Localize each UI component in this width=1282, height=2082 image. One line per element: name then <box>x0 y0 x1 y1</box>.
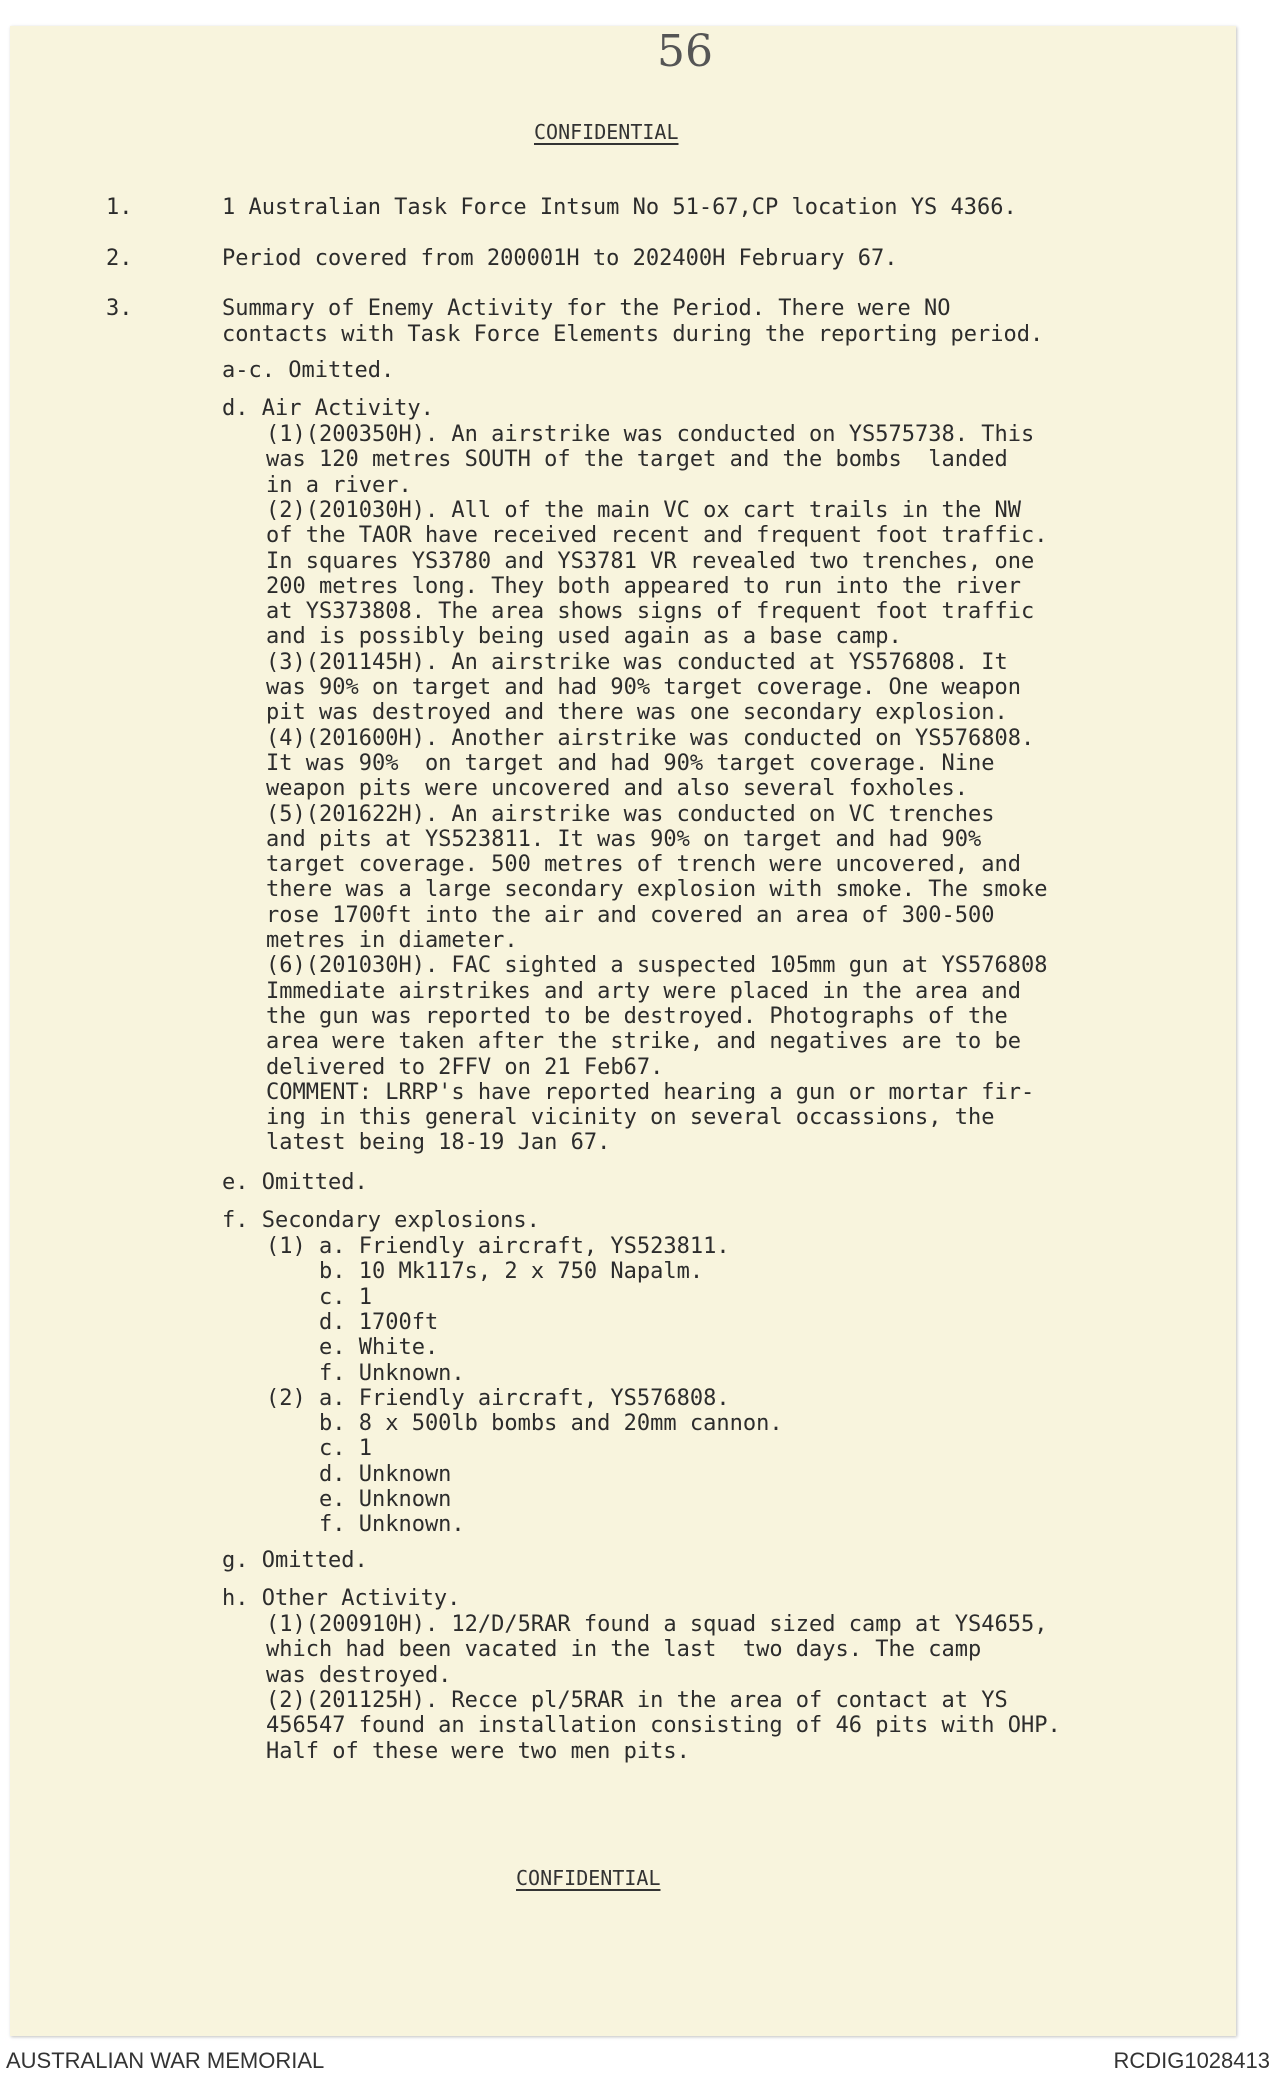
section-h-line: (2)(201125H). Recce pl/5RAR in the area of contact at YS <box>266 1687 1008 1713</box>
section-d-line: It was 90% on target and had 90% target coverage. Nine <box>266 750 995 776</box>
section-d-line: (2)(201030H). All of the main VC ox cart trails in the NW <box>266 497 1021 523</box>
section-h-line: 456547 found an installation consisting of 46 pits with OHP. <box>266 1713 1061 1739</box>
section-d-line: In squares YS3780 and YS3781 VR revealed two trenches, one <box>266 548 1035 574</box>
section-f-line: b. 8 x 500lb bombs and 20mm cannon. <box>266 1411 783 1437</box>
section-d-line: the gun was reported to be destroyed. Photographs of the <box>266 1003 1008 1029</box>
section-d-line: and is possibly being used again as a base camp. <box>266 624 902 650</box>
paragraph-3-line: contacts with Task Force Elements during the reporting period. <box>222 322 1044 347</box>
section-d-line: 200 metres long. They both appeared to run into the river <box>266 573 1021 599</box>
section-d-line: was 120 metres SOUTH of the target and the bombs landed <box>266 447 1008 473</box>
paragraph-2-line: Period covered from 200001H to 202400H February 67. <box>222 246 898 271</box>
section-d-line: (6)(201030H). FAC sighted a suspected 105mm gun at YS576808 <box>266 953 1048 979</box>
section-d-line: weapon pits were uncovered and also several foxholes. <box>266 776 968 802</box>
section-h-line: Half of these were two men pits. <box>266 1738 690 1764</box>
section-f-line: c. 1 <box>266 1284 372 1310</box>
section-d-line: COMMENT: LRRP's have reported hearing a gun or mortar fir- <box>266 1079 1035 1105</box>
section-d-heading: d. Air Activity. <box>222 396 434 421</box>
section-d-line: target coverage. 500 metres of trench were uncovered, and <box>266 852 1021 878</box>
section-f-heading: f. Secondary explosions. <box>222 1208 540 1233</box>
section-d-line: metres in diameter. <box>266 928 518 953</box>
section-d-line: latest being 18-19 Jan 67. <box>266 1130 611 1156</box>
section-f-line: (1) a. Friendly aircraft, YS523811. <box>266 1234 730 1259</box>
section-d-line: (4)(201600H). Another airstrike was conducted on YS576808. <box>266 725 1035 751</box>
page-number: 56 <box>657 26 713 77</box>
section-d-line: (5)(201622H). An airstrike was conducted on VC trenches <box>266 801 995 827</box>
section-g: g. Omitted. <box>222 1548 368 1573</box>
section-f-line: d. Unknown <box>266 1461 452 1487</box>
section-d-line: rose 1700ft into the air and covered an area of 300-500 <box>266 902 995 928</box>
section-h-line: (1)(200910H). 12/D/5RAR found a squad sized camp at YS4655, <box>266 1612 1048 1637</box>
section-h-line: which had been vacated in the last two days. The camp <box>266 1637 982 1663</box>
section-d-line: (3)(201145H). An airstrike was conducted at YS576808. It <box>266 649 1008 675</box>
section-f-line: e. White. <box>266 1335 439 1361</box>
section-h-line: was destroyed. <box>266 1662 452 1688</box>
section-d-line: in a river. <box>266 472 412 498</box>
section-f-line: c. 1 <box>266 1436 372 1462</box>
paragraph-1-number: 1. <box>106 195 133 220</box>
section-d-line: Immediate airstrikes and arty were placed in the area and <box>266 978 1021 1004</box>
section-d-line: ing in this general vicinity on several occassions, the <box>266 1105 995 1131</box>
classification-footer: CONFIDENTIAL <box>516 1866 661 1890</box>
section-d-line: and pits at YS523811. It was 90% on target and had 90% <box>266 826 982 852</box>
section-h-heading: h. Other Activity. <box>222 1586 461 1611</box>
paragraph-1-line: 1 Australian Task Force Intsum No 51-67,CP location YS 4366. <box>222 195 1017 220</box>
section-e: e. Omitted. <box>222 1170 368 1195</box>
section-d-line: pit was destroyed and there was one secondary explosion. <box>266 700 1008 726</box>
section-f-line: f. Unknown. <box>266 1512 465 1538</box>
section-d-line: was 90% on target and had 90% target coverage. One weapon <box>266 675 1021 700</box>
archive-credit: AUSTRALIAN WAR MEMORIAL <box>6 2048 325 2073</box>
section-f-line: f. Unknown. <box>266 1360 465 1386</box>
section-d-line: delivered to 2FFV on 21 Feb67. <box>266 1054 664 1080</box>
paragraph-3-number: 3. <box>106 296 133 321</box>
section-d-line: (1)(200350H). An airstrike was conducted on YS575738. This <box>266 422 1035 447</box>
section-f-line: e. Unknown <box>266 1487 452 1512</box>
section-d-line: there was a large secondary explosion with smoke. The smoke <box>266 877 1048 903</box>
paragraph-3-line: Summary of Enemy Activity for the Period. There were NO <box>222 296 951 321</box>
section-f-line: (2) a. Friendly aircraft, YS576808. <box>266 1385 730 1411</box>
section-d-line: area were taken after the strike, and negatives are to be <box>266 1029 1021 1055</box>
archive-reference: RCDIG1028413 <box>1113 2048 1270 2073</box>
section-ac: a-c. Omitted. <box>222 358 395 383</box>
classification-header: CONFIDENTIAL <box>534 120 679 144</box>
section-f-line: d. 1700ft <box>266 1309 439 1335</box>
paragraph-2-number: 2. <box>106 246 133 271</box>
section-d-line: at YS373808. The area shows signs of frequent foot traffic <box>266 599 1035 625</box>
section-f-line: b. 10 Mk117s, 2 x 750 Napalm. <box>266 1259 704 1285</box>
section-d-line: of the TAOR have received recent and frequent foot traffic. <box>266 523 1048 549</box>
